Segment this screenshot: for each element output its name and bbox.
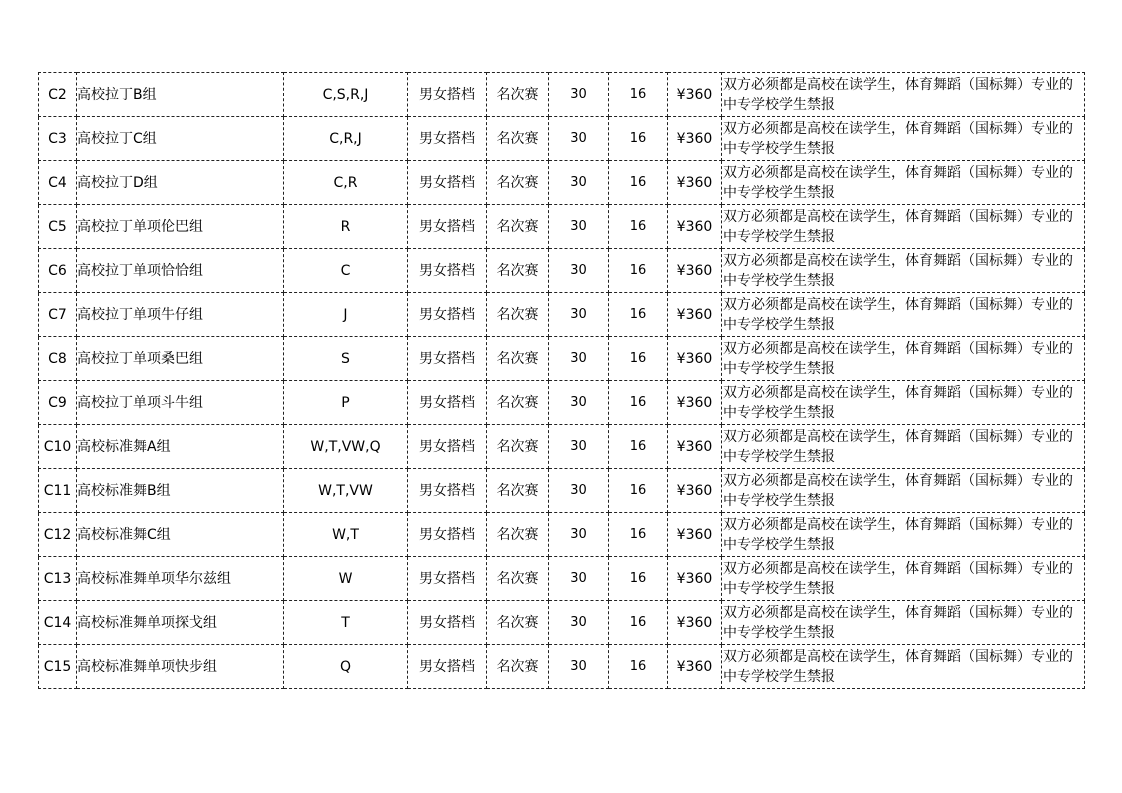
value-b-cell: 16: [609, 73, 668, 117]
fee-cell: ¥360: [668, 645, 722, 689]
pairing-cell: 男女搭档: [408, 425, 487, 469]
value-a-cell: 30: [549, 513, 609, 557]
dances-cell: W: [284, 557, 408, 601]
group-code-cell: C3: [39, 117, 77, 161]
table-row: [39, 73, 1085, 117]
pairing-cell: 男女搭档: [408, 645, 487, 689]
pairing-cell: 男女搭档: [408, 513, 487, 557]
dances-cell: C,S,R,J: [284, 73, 408, 117]
format-cell: 名次赛: [487, 73, 549, 117]
note-cell: 双方必须都是高校在读学生，体育舞蹈（国标舞）专业的中专学校学生禁报: [722, 469, 1085, 513]
table-row: [39, 425, 1085, 469]
table-row: [39, 205, 1085, 249]
value-a-cell: 30: [549, 205, 609, 249]
pairing-cell: 男女搭档: [408, 601, 487, 645]
group-name-cell: 高校标准舞C组: [77, 513, 284, 557]
dances-cell: Q: [284, 645, 408, 689]
pairing-cell: 男女搭档: [408, 117, 487, 161]
group-code-cell: C6: [39, 249, 77, 293]
group-name-cell: 高校拉丁单项伦巴组: [77, 205, 284, 249]
group-name-cell: 高校拉丁D组: [77, 161, 284, 205]
dances-cell: C: [284, 249, 408, 293]
value-b-cell: 16: [609, 513, 668, 557]
group-code-cell: C5: [39, 205, 77, 249]
group-name-cell: 高校拉丁单项斗牛组: [77, 381, 284, 425]
pairing-cell: 男女搭档: [408, 469, 487, 513]
note-cell: 双方必须都是高校在读学生，体育舞蹈（国标舞）专业的中专学校学生禁报: [722, 117, 1085, 161]
value-a-cell: 30: [549, 337, 609, 381]
value-a-cell: 30: [549, 645, 609, 689]
group-name-cell: 高校标准舞单项快步组: [77, 645, 284, 689]
value-b-cell: 16: [609, 557, 668, 601]
format-cell: 名次赛: [487, 293, 549, 337]
format-cell: 名次赛: [487, 249, 549, 293]
group-name-cell: 高校标准舞B组: [77, 469, 284, 513]
table-row: [39, 601, 1085, 645]
value-b-cell: 16: [609, 337, 668, 381]
format-cell: 名次赛: [487, 205, 549, 249]
dances-cell: C,R: [284, 161, 408, 205]
note-cell: 双方必须都是高校在读学生，体育舞蹈（国标舞）专业的中专学校学生禁报: [722, 205, 1085, 249]
value-a-cell: 30: [549, 117, 609, 161]
value-a-cell: 30: [549, 73, 609, 117]
group-code-cell: C9: [39, 381, 77, 425]
dances-cell: W,T,VW: [284, 469, 408, 513]
value-a-cell: 30: [549, 425, 609, 469]
note-cell: 双方必须都是高校在读学生，体育舞蹈（国标舞）专业的中专学校学生禁报: [722, 513, 1085, 557]
fee-cell: ¥360: [668, 337, 722, 381]
dances-cell: R: [284, 205, 408, 249]
dances-cell: T: [284, 601, 408, 645]
note-cell: 双方必须都是高校在读学生，体育舞蹈（国标舞）专业的中专学校学生禁报: [722, 337, 1085, 381]
dances-cell: C,R,J: [284, 117, 408, 161]
format-cell: 名次赛: [487, 513, 549, 557]
pairing-cell: 男女搭档: [408, 293, 487, 337]
group-name-cell: 高校拉丁B组: [77, 73, 284, 117]
value-a-cell: 30: [549, 601, 609, 645]
format-cell: 名次赛: [487, 117, 549, 161]
group-code-cell: C11: [39, 469, 77, 513]
table-row: [39, 337, 1085, 381]
format-cell: 名次赛: [487, 645, 549, 689]
pairing-cell: 男女搭档: [408, 205, 487, 249]
value-b-cell: 16: [609, 293, 668, 337]
fee-cell: ¥360: [668, 73, 722, 117]
pairing-cell: 男女搭档: [408, 557, 487, 601]
group-code-cell: C8: [39, 337, 77, 381]
pairing-cell: 男女搭档: [408, 73, 487, 117]
group-name-cell: 高校标准舞单项探戈组: [77, 601, 284, 645]
group-code-cell: C7: [39, 293, 77, 337]
fee-cell: ¥360: [668, 425, 722, 469]
format-cell: 名次赛: [487, 557, 549, 601]
table-row: [39, 293, 1085, 337]
value-b-cell: 16: [609, 469, 668, 513]
note-cell: 双方必须都是高校在读学生，体育舞蹈（国标舞）专业的中专学校学生禁报: [722, 645, 1085, 689]
table-row: [39, 469, 1085, 513]
note-cell: 双方必须都是高校在读学生，体育舞蹈（国标舞）专业的中专学校学生禁报: [722, 557, 1085, 601]
fee-cell: ¥360: [668, 117, 722, 161]
dances-cell: S: [284, 337, 408, 381]
group-name-cell: 高校拉丁单项桑巴组: [77, 337, 284, 381]
value-a-cell: 30: [549, 381, 609, 425]
dances-cell: W,T: [284, 513, 408, 557]
table-row: [39, 161, 1085, 205]
value-b-cell: 16: [609, 161, 668, 205]
fee-cell: ¥360: [668, 161, 722, 205]
value-b-cell: 16: [609, 249, 668, 293]
table-row: [39, 249, 1085, 293]
fee-cell: ¥360: [668, 513, 722, 557]
group-code-cell: C10: [39, 425, 77, 469]
note-cell: 双方必须都是高校在读学生，体育舞蹈（国标舞）专业的中专学校学生禁报: [722, 249, 1085, 293]
group-code-cell: C15: [39, 645, 77, 689]
format-cell: 名次赛: [487, 381, 549, 425]
group-code-cell: C2: [39, 73, 77, 117]
value-a-cell: 30: [549, 161, 609, 205]
competition-groups-table: [38, 72, 1085, 689]
format-cell: 名次赛: [487, 161, 549, 205]
note-cell: 双方必须都是高校在读学生，体育舞蹈（国标舞）专业的中专学校学生禁报: [722, 293, 1085, 337]
group-code-cell: C4: [39, 161, 77, 205]
fee-cell: ¥360: [668, 293, 722, 337]
table-body: [39, 73, 1085, 689]
note-cell: 双方必须都是高校在读学生，体育舞蹈（国标舞）专业的中专学校学生禁报: [722, 425, 1085, 469]
value-b-cell: 16: [609, 645, 668, 689]
fee-cell: ¥360: [668, 205, 722, 249]
value-a-cell: 30: [549, 557, 609, 601]
table-row: [39, 513, 1085, 557]
fee-cell: ¥360: [668, 249, 722, 293]
note-cell: 双方必须都是高校在读学生，体育舞蹈（国标舞）专业的中专学校学生禁报: [722, 381, 1085, 425]
table-row: [39, 381, 1085, 425]
table-row: [39, 645, 1085, 689]
fee-cell: ¥360: [668, 469, 722, 513]
group-code-cell: C14: [39, 601, 77, 645]
note-cell: 双方必须都是高校在读学生，体育舞蹈（国标舞）专业的中专学校学生禁报: [722, 161, 1085, 205]
group-name-cell: 高校拉丁单项恰恰组: [77, 249, 284, 293]
value-b-cell: 16: [609, 601, 668, 645]
group-name-cell: 高校拉丁C组: [77, 117, 284, 161]
pairing-cell: 男女搭档: [408, 337, 487, 381]
pairing-cell: 男女搭档: [408, 161, 487, 205]
value-b-cell: 16: [609, 205, 668, 249]
pairing-cell: 男女搭档: [408, 249, 487, 293]
note-cell: 双方必须都是高校在读学生，体育舞蹈（国标舞）专业的中专学校学生禁报: [722, 73, 1085, 117]
table-row: [39, 557, 1085, 601]
group-code-cell: C13: [39, 557, 77, 601]
format-cell: 名次赛: [487, 469, 549, 513]
group-name-cell: 高校标准舞A组: [77, 425, 284, 469]
value-a-cell: 30: [549, 469, 609, 513]
fee-cell: ¥360: [668, 557, 722, 601]
group-name-cell: 高校拉丁单项牛仔组: [77, 293, 284, 337]
pairing-cell: 男女搭档: [408, 381, 487, 425]
format-cell: 名次赛: [487, 601, 549, 645]
dances-cell: J: [284, 293, 408, 337]
group-name-cell: 高校标准舞单项华尔兹组: [77, 557, 284, 601]
value-a-cell: 30: [549, 249, 609, 293]
note-cell: 双方必须都是高校在读学生，体育舞蹈（国标舞）专业的中专学校学生禁报: [722, 601, 1085, 645]
dances-cell: W,T,VW,Q: [284, 425, 408, 469]
value-b-cell: 16: [609, 117, 668, 161]
fee-cell: ¥360: [668, 381, 722, 425]
table-row: [39, 117, 1085, 161]
group-code-cell: C12: [39, 513, 77, 557]
fee-cell: ¥360: [668, 601, 722, 645]
value-a-cell: 30: [549, 293, 609, 337]
format-cell: 名次赛: [487, 337, 549, 381]
value-b-cell: 16: [609, 381, 668, 425]
dances-cell: P: [284, 381, 408, 425]
format-cell: 名次赛: [487, 425, 549, 469]
value-b-cell: 16: [609, 425, 668, 469]
